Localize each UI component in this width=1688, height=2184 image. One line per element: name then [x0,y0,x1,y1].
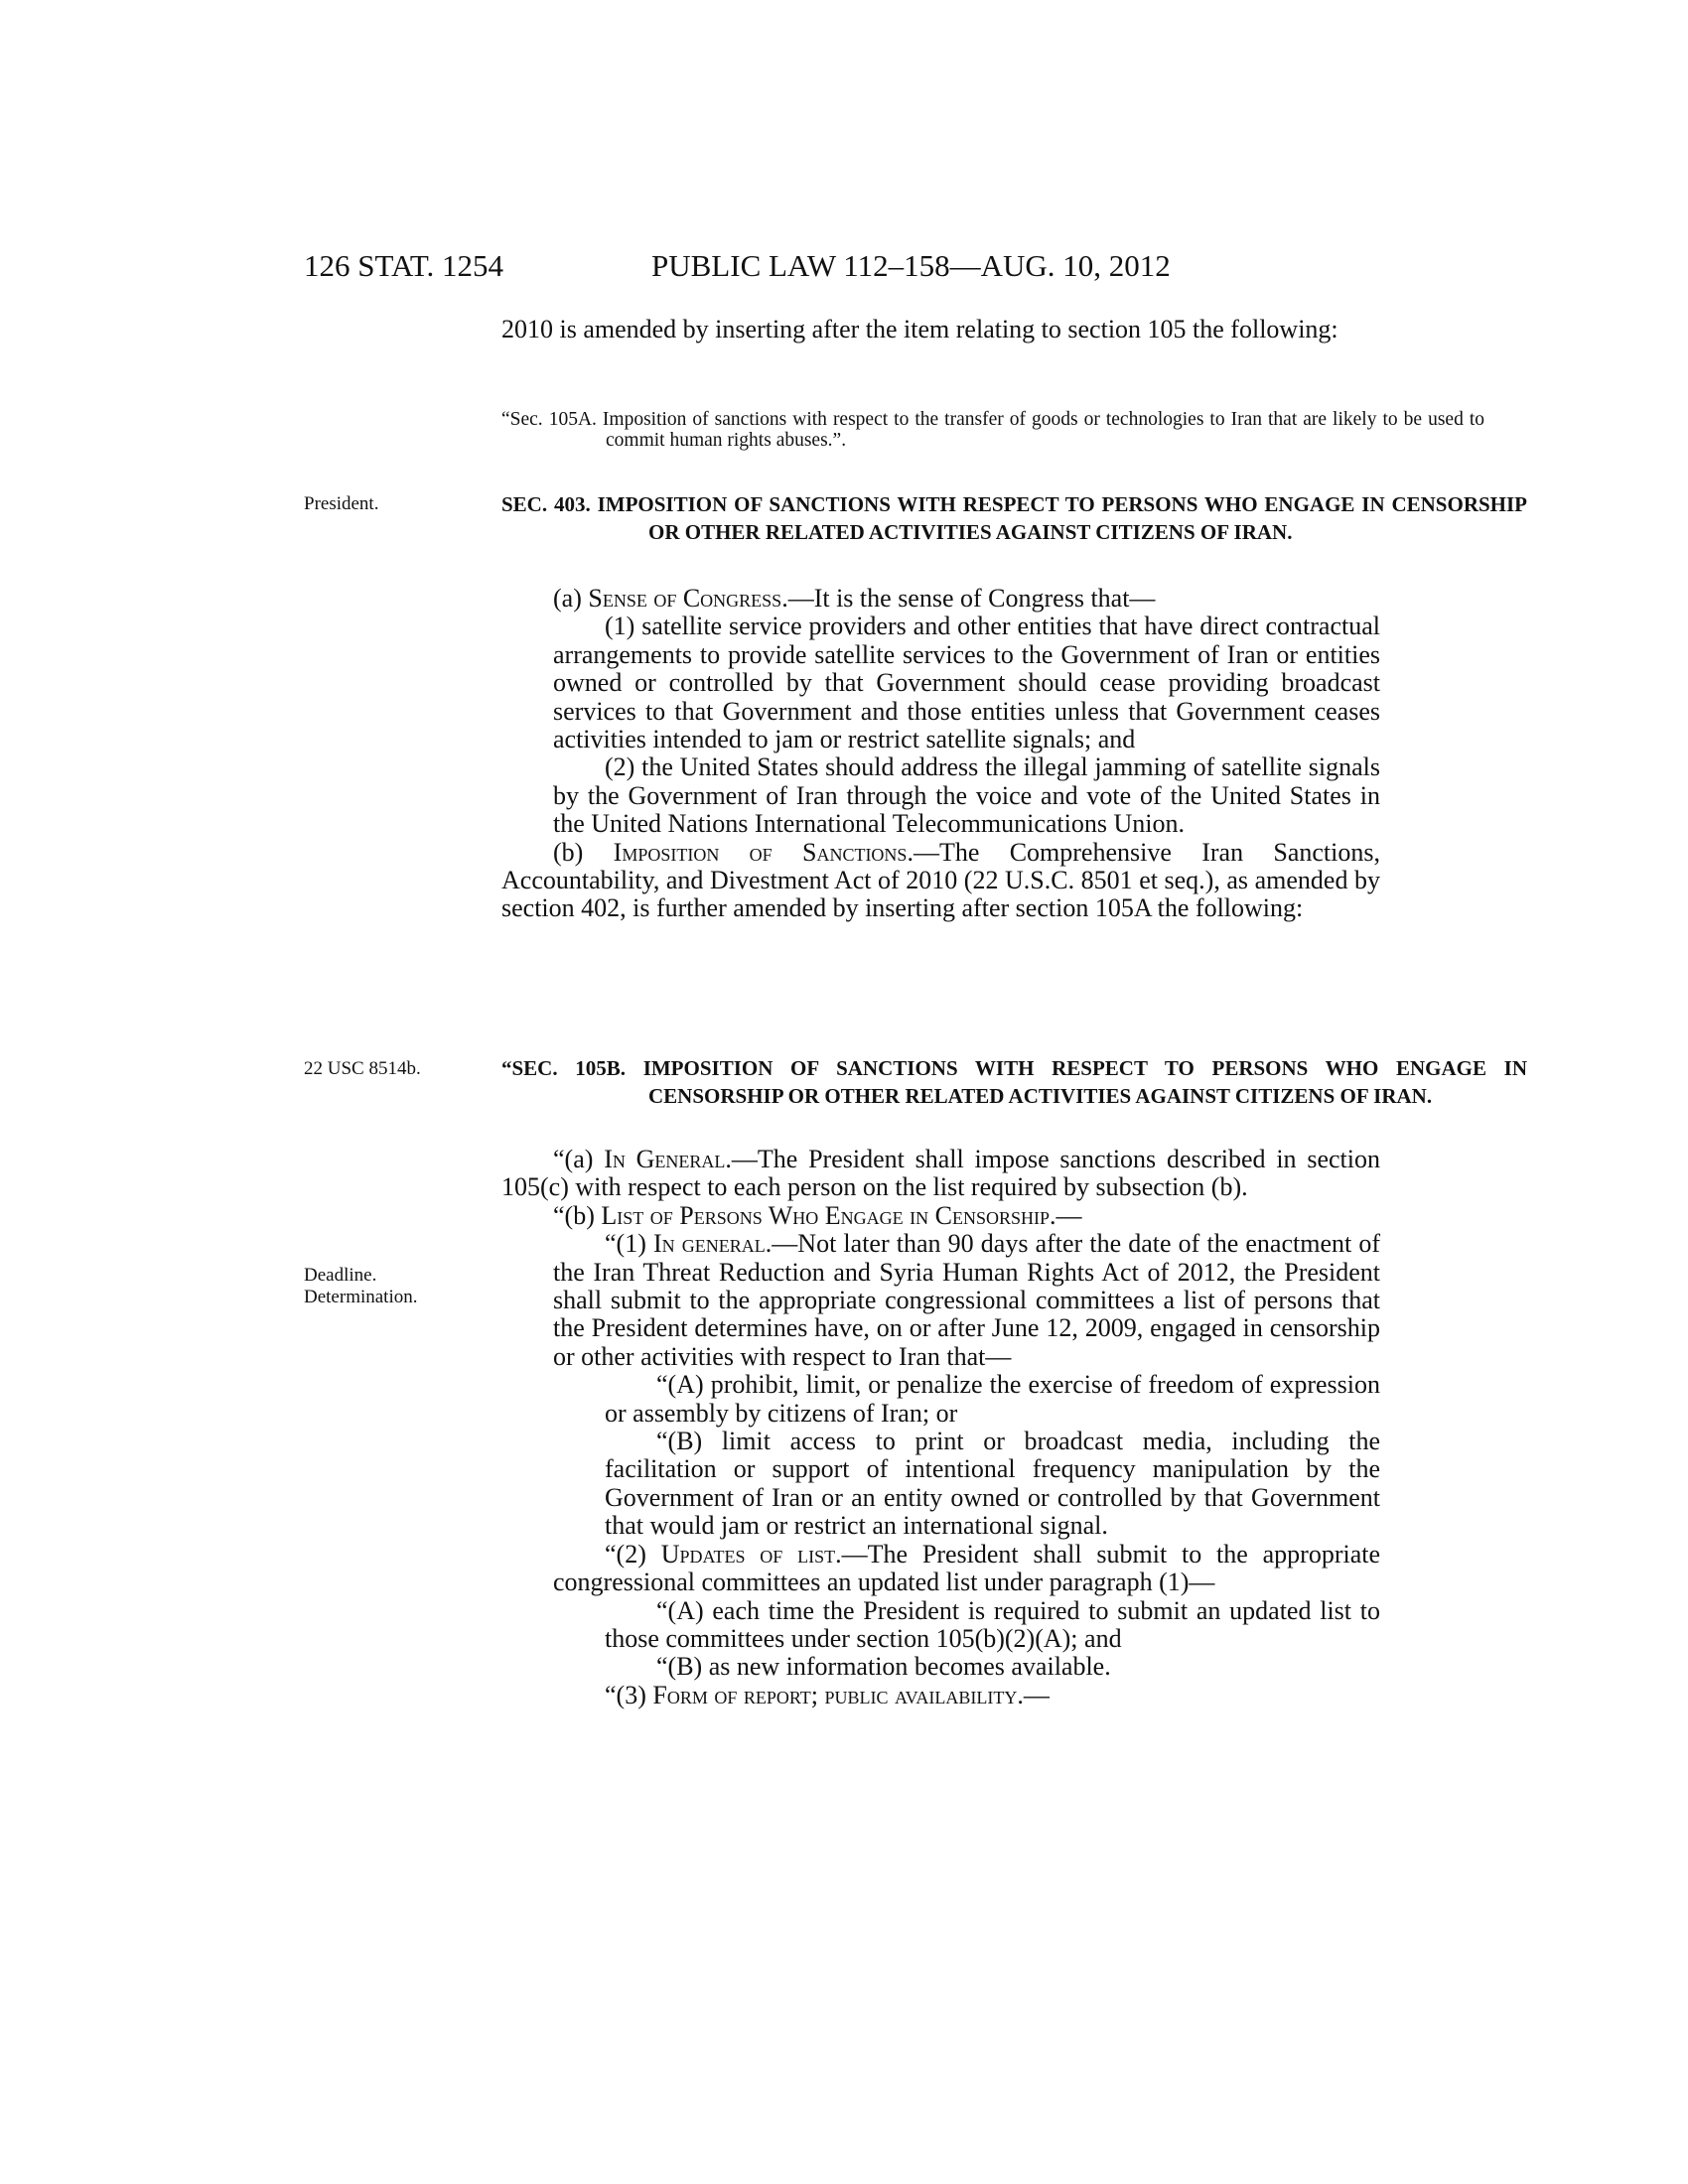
subsection-b-imposition-of-sanctions [501,839,1380,923]
toc-entry: “Sec. 105A. Imposition of sanctions with respect to the transfer of goods or technologies to Iran that are likely to be used to commit human rights abuses.”. [501,409,1484,451]
subsection-a-title: Sense of Congress [588,584,782,613]
subsection-b-title: Imposition of Sanctions [613,837,908,867]
paragraph-105b-b1-label: “(1) [605,1229,653,1259]
subsection-105b-b [501,1202,1380,1230]
subsection-105b-b-title: List of Persons Who Engage in Censorship [601,1200,1051,1230]
subparagraph-105b-b1-a: “(A) prohibit, limit, or penalize the exercise of freedom of expression or assembly by citizens of Iran; or [605,1370,1380,1428]
subparagraph-105b-b1-b: “(B) limit access to print or broadcast media, including the facilitation or support of intentional frequency manipulation by the Government of Iran or an entity owned or controlled by that Government that would jam or restrict an international signal. [605,1427,1380,1541]
subsection-105b-a-title: In General [604,1145,726,1173]
subparagraph-105b-b2-a: “(A) each time the President is required to submit an updated list to those committees under section 105(b)(2)(A); and [605,1595,1380,1653]
subsection-105b-a-text: .—The President shall impose sanctions described in section 105(c) with respect to each person on the list required by subsection (b). [501,1145,1380,1202]
section-105b-heading: “SEC. 105B. IMPOSITION OF SANCTIONS WITH RESPECT TO PERSONS WHO ENGAGE IN CENSORSHIP OR OTHER RELATED ACTIVITIES AGAINST CITIZENS OF IRAN. [501,1056,1527,1108]
paragraph-105b-b1-title: In general [653,1229,766,1259]
margin-note-usc: 22 USC 8514b. [304,1058,421,1079]
intro-block [501,316,1380,343]
subsection-a-text: .—It is the sense of Congress that— [781,584,1156,613]
subsection-a-label: (a) [553,584,589,613]
subsection-105b-a [501,1146,1380,1202]
intro-paragraph: 2010 is amended by inserting after the item relating to section 105 the following: [501,315,1338,343]
paragraph-105b-b2-title: Updates of list [660,1539,836,1569]
subsection-a-sense-of-congress [501,585,1380,613]
paragraph-105b-b1 [501,1230,1380,1371]
section-403-body [501,585,1380,923]
paragraph-a2: (2) the United States should address the illegal jamming of satellite signals by the Government of Iran through the voice and vote of the United States in the United Nations International Telecommunications Union. [553,752,1380,839]
paragraph-105b-b1-text: .—Not later than 90 days after the date of the enactment of the Iran Threat Reduction and Syria Human Rights Act of 2012, the President shall submit to the appropriate congressional committees a list of persons that the President determines have, on or after June 12, 2009, engaged in censorship or other activities with respect to Iran that— [553,1229,1380,1371]
subsection-105b-a-label: “(a) [553,1145,605,1173]
section-105b-body [501,1146,1380,1709]
subsection-105b-b-text: .— [1050,1200,1082,1230]
paragraph-a1: (1) satellite service providers and other entities that have direct contractual arrangements to provide satellite services to the Government of Iran or entities owned or controlled by that Government should cease providing broadcast services to that Government and those entities unless that Government ceases activities intended to jam or restrict satellite signals; and [553,612,1380,754]
paragraph-105b-b2-text: .—The President shall submit to the appropriate congressional committees an updated list under paragraph (1)— [553,1539,1381,1597]
paragraph-105b-b3 [501,1682,1380,1709]
paragraph-105b-b2 [501,1541,1380,1597]
paragraph-105b-b3-title: Form of report; public availability [652,1680,1018,1709]
margin-note-determination: Determination. [304,1287,418,1307]
stat-page-reference: 126 STAT. 1254 [304,248,504,283]
paragraph-105b-b3-text: .— [1017,1680,1050,1709]
paragraph-105b-b3-label: “(3) [605,1680,653,1709]
subsection-b-label: (b) [553,837,614,867]
page-title: PUBLIC LAW 112–158—AUG. 10, 2012 [651,248,1171,283]
subsection-b-text: .—The Comprehensive Iran Sanctions, Accountability, and Divestment Act of 2010 (22 U.S.C. 8501 et seq.), as amended by section 402, is further amended by inserting after section 105A the following: [501,837,1380,923]
margin-note-deadline: Deadline. [304,1265,377,1286]
subsection-105b-b-label: “(b) [553,1200,602,1230]
paragraph-105b-b2-label: “(2) [605,1539,661,1569]
subparagraph-105b-b2-b: “(B) as new information becomes available. [656,1652,1111,1682]
section-403-heading: SEC. 403. IMPOSITION OF SANCTIONS WITH RESPECT TO PERSONS WHO ENGAGE IN CENSORSHIP OR OTHER RELATED ACTIVITIES AGAINST CITIZENS OF IRAN. [501,492,1527,544]
margin-note-president: President. [304,493,379,514]
